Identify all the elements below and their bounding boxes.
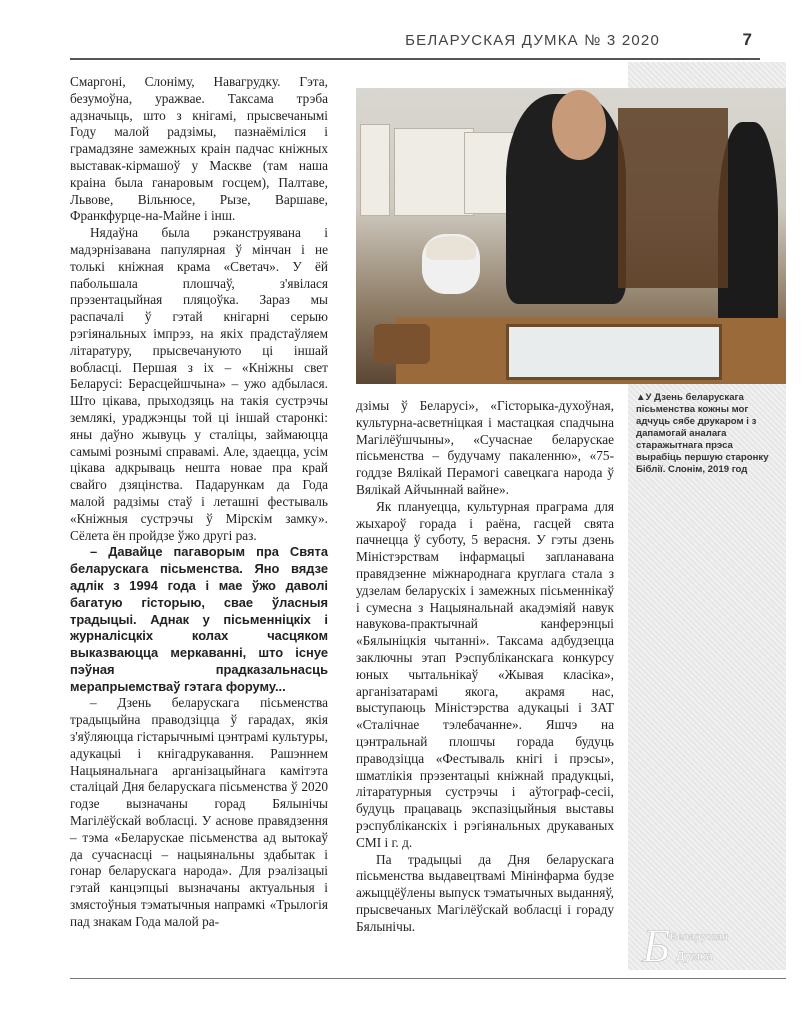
middle-column	[356, 398, 614, 936]
svg-text:Беларуская: Беларуская	[670, 932, 728, 943]
child-cap	[426, 236, 476, 260]
ink-pot	[374, 324, 430, 364]
interview-question: – Давайце пагаворым пра Свята беларускага пісьменства. Яно вядзе адлік з 1994 года і мае ўжо даволі багатую гісторыю, свае ўласныя традыцыі. Аднак у пісьменніцкіх і журналісцкіх колах часцяком выказваюцца меркаванні, што існуе пэўная прадказальнасць мерапрыемстваў гэтага форуму...	[70, 544, 328, 694]
svg-text:Думка: Думка	[676, 949, 713, 963]
paper-tray	[506, 324, 722, 380]
man-head	[552, 90, 606, 160]
exhibit-panel	[360, 124, 390, 216]
journal-title: БЕЛАРУСКАЯ ДУМКА № 3 2020	[405, 32, 660, 49]
left-column	[70, 74, 328, 931]
belaruskaya-dumka-logo-icon	[640, 918, 740, 968]
paragraph: Нядаўна была рэканструявана і мадэрнізавана папулярная ў мінчан і не толькі кніжная крама «Светач». У ёй пабольшала плошчаў, з'явілася прэзентацыйная пляцоўка. Зараз мы распачалі ў гэтай кнігарні серыю рэгіянальных імпрэз, на якіх прадстаўляем літаратуру, прысвечануюто ці іншай вобласці. Першая з іх – «Кніжны свет Беларусі: Берасцейшчына» – ужо адбылася. Што цікава, прыходзяць на такія сустрэчы землякі, ураджэнцы той ці іншай старонкі: яны даўно жывуць у сталіцы, займаюцца самымі рознымі справамі. Але, здаецца, усім цікава адкрываць нешта новае пра край свайго дзяцінства. Падарункам да Года малой радзімы стаў і леташні фестываль «Кніжныя сустрэчы ў Мірскім замку». Сёлета ён пройдзе ўжо другі раз.	[70, 225, 328, 543]
paragraph: Як плануецца, культурная праграма для жыхароў горада і раёна, гасцей свята пачнецца ў суботу, 5 верасня. У гэты дзень Міністэрствам інфармацыі запланавана правядзенне міжнароднага круглага стала з удзелам беларускіх і замежных пісьменнікаў і сумесна з Нацыянальнай акадэміяй навук навукова-практычнай канферэнцыі «Бялыніцкія чытанні». Таксама адбудзецца заключны этап Рэспубліканскага конкурсу юных чытальнікаў «Жывая класіка», арганізатарамі якога, акрамя нас, выступаюць Міністэрства адукацыі і ЗАТ «Сталічнае тэлебачанне». Яшчэ на цэнтральнай плошчы горада будуць праводзіцца «Фестываль кнігі і прэсы», шматлікія прэзентацыі кніжнай прадукцыі, літаратурныя сустрэчы і аўтограф-сесіі, будуць працаваць экспазіцыйныя выставы рэспубліканскіх і рэгіянальных друкаваных СМІ і г. д.	[356, 498, 614, 850]
paragraph: Смаргоні, Слоніму, Навагрудку. Гэта, безумоўна, уражвае. Таксама трэба адзначыць, што з кнігамі, прысвечанымі Году малой радзімы, пазнаёміліся і грамадзяне замежных краін падчас кніжных выставак-кірмашоў у Маскве (там наша краіна была ганаровым госцем), Палтаве, Львове, Вільнюсе, Рызе, Варшаве, Франкфурце-на-Майне і інш.	[70, 74, 328, 224]
paragraph: – Дзень беларускага пісьменства традыцыйна праводзіцца ў гарадах, якія з'яўляюцца гістарычнымі цэнтрамі культуры, адукацыі і кнігадрукавання. Рашэннем Нацыянальнага арганізацыйнага камітэта сталіцай Дня беларускага пісьменства ў 2020 годзе вызначаны горад Бялынічы Магілёўскай вобласці. У аснове правядзення – тэма «Беларускае пісьменства ад вытокаў да сучаснасці – нацыянальны здабытак і гонар беларускага народа». Для рэалізацыі гэтай канцэпцыі вызначаны актуальныя і змястоўныя тэматычныя напрамкі «Трылогія пад знакам Года малой ра-	[70, 695, 328, 929]
page-header	[70, 28, 760, 60]
paragraph: Па традыцыі да Дня беларускага пісьменства выдавецтвамі Мінінфарма будзе ажыццёўлены выпуск тэматычных выданняў, прысвечаных Магілёўскай вобласці і гораду Бялынічы.	[356, 851, 614, 934]
page-number: 7	[742, 30, 752, 49]
photo-caption: ▲У Дзень беларускага пісьменства кожны мог адчуць сябе друкаром і з дапамогай аналага старажытнага прэса вырабіць першую старонку Біблії. Слонім, 2019 год	[636, 392, 769, 475]
svg-text:Б: Б	[642, 920, 671, 968]
wooden-press	[618, 108, 728, 288]
exhibit-panel	[394, 128, 474, 216]
printing-press-photo	[356, 88, 786, 384]
paragraph: дзімы ў Беларусі», «Гісторыка-духоўная, культурна-асветніцкая і мастацкая спадчына Магілёўшчыны», «Сучаснае беларускае пісьменства – будучаму пакаленню», «75-годдзе Вялікай Перамогі савецкага народа ў Вялікай Айчыннай вайне».	[356, 398, 614, 497]
footer-rule	[70, 978, 786, 979]
